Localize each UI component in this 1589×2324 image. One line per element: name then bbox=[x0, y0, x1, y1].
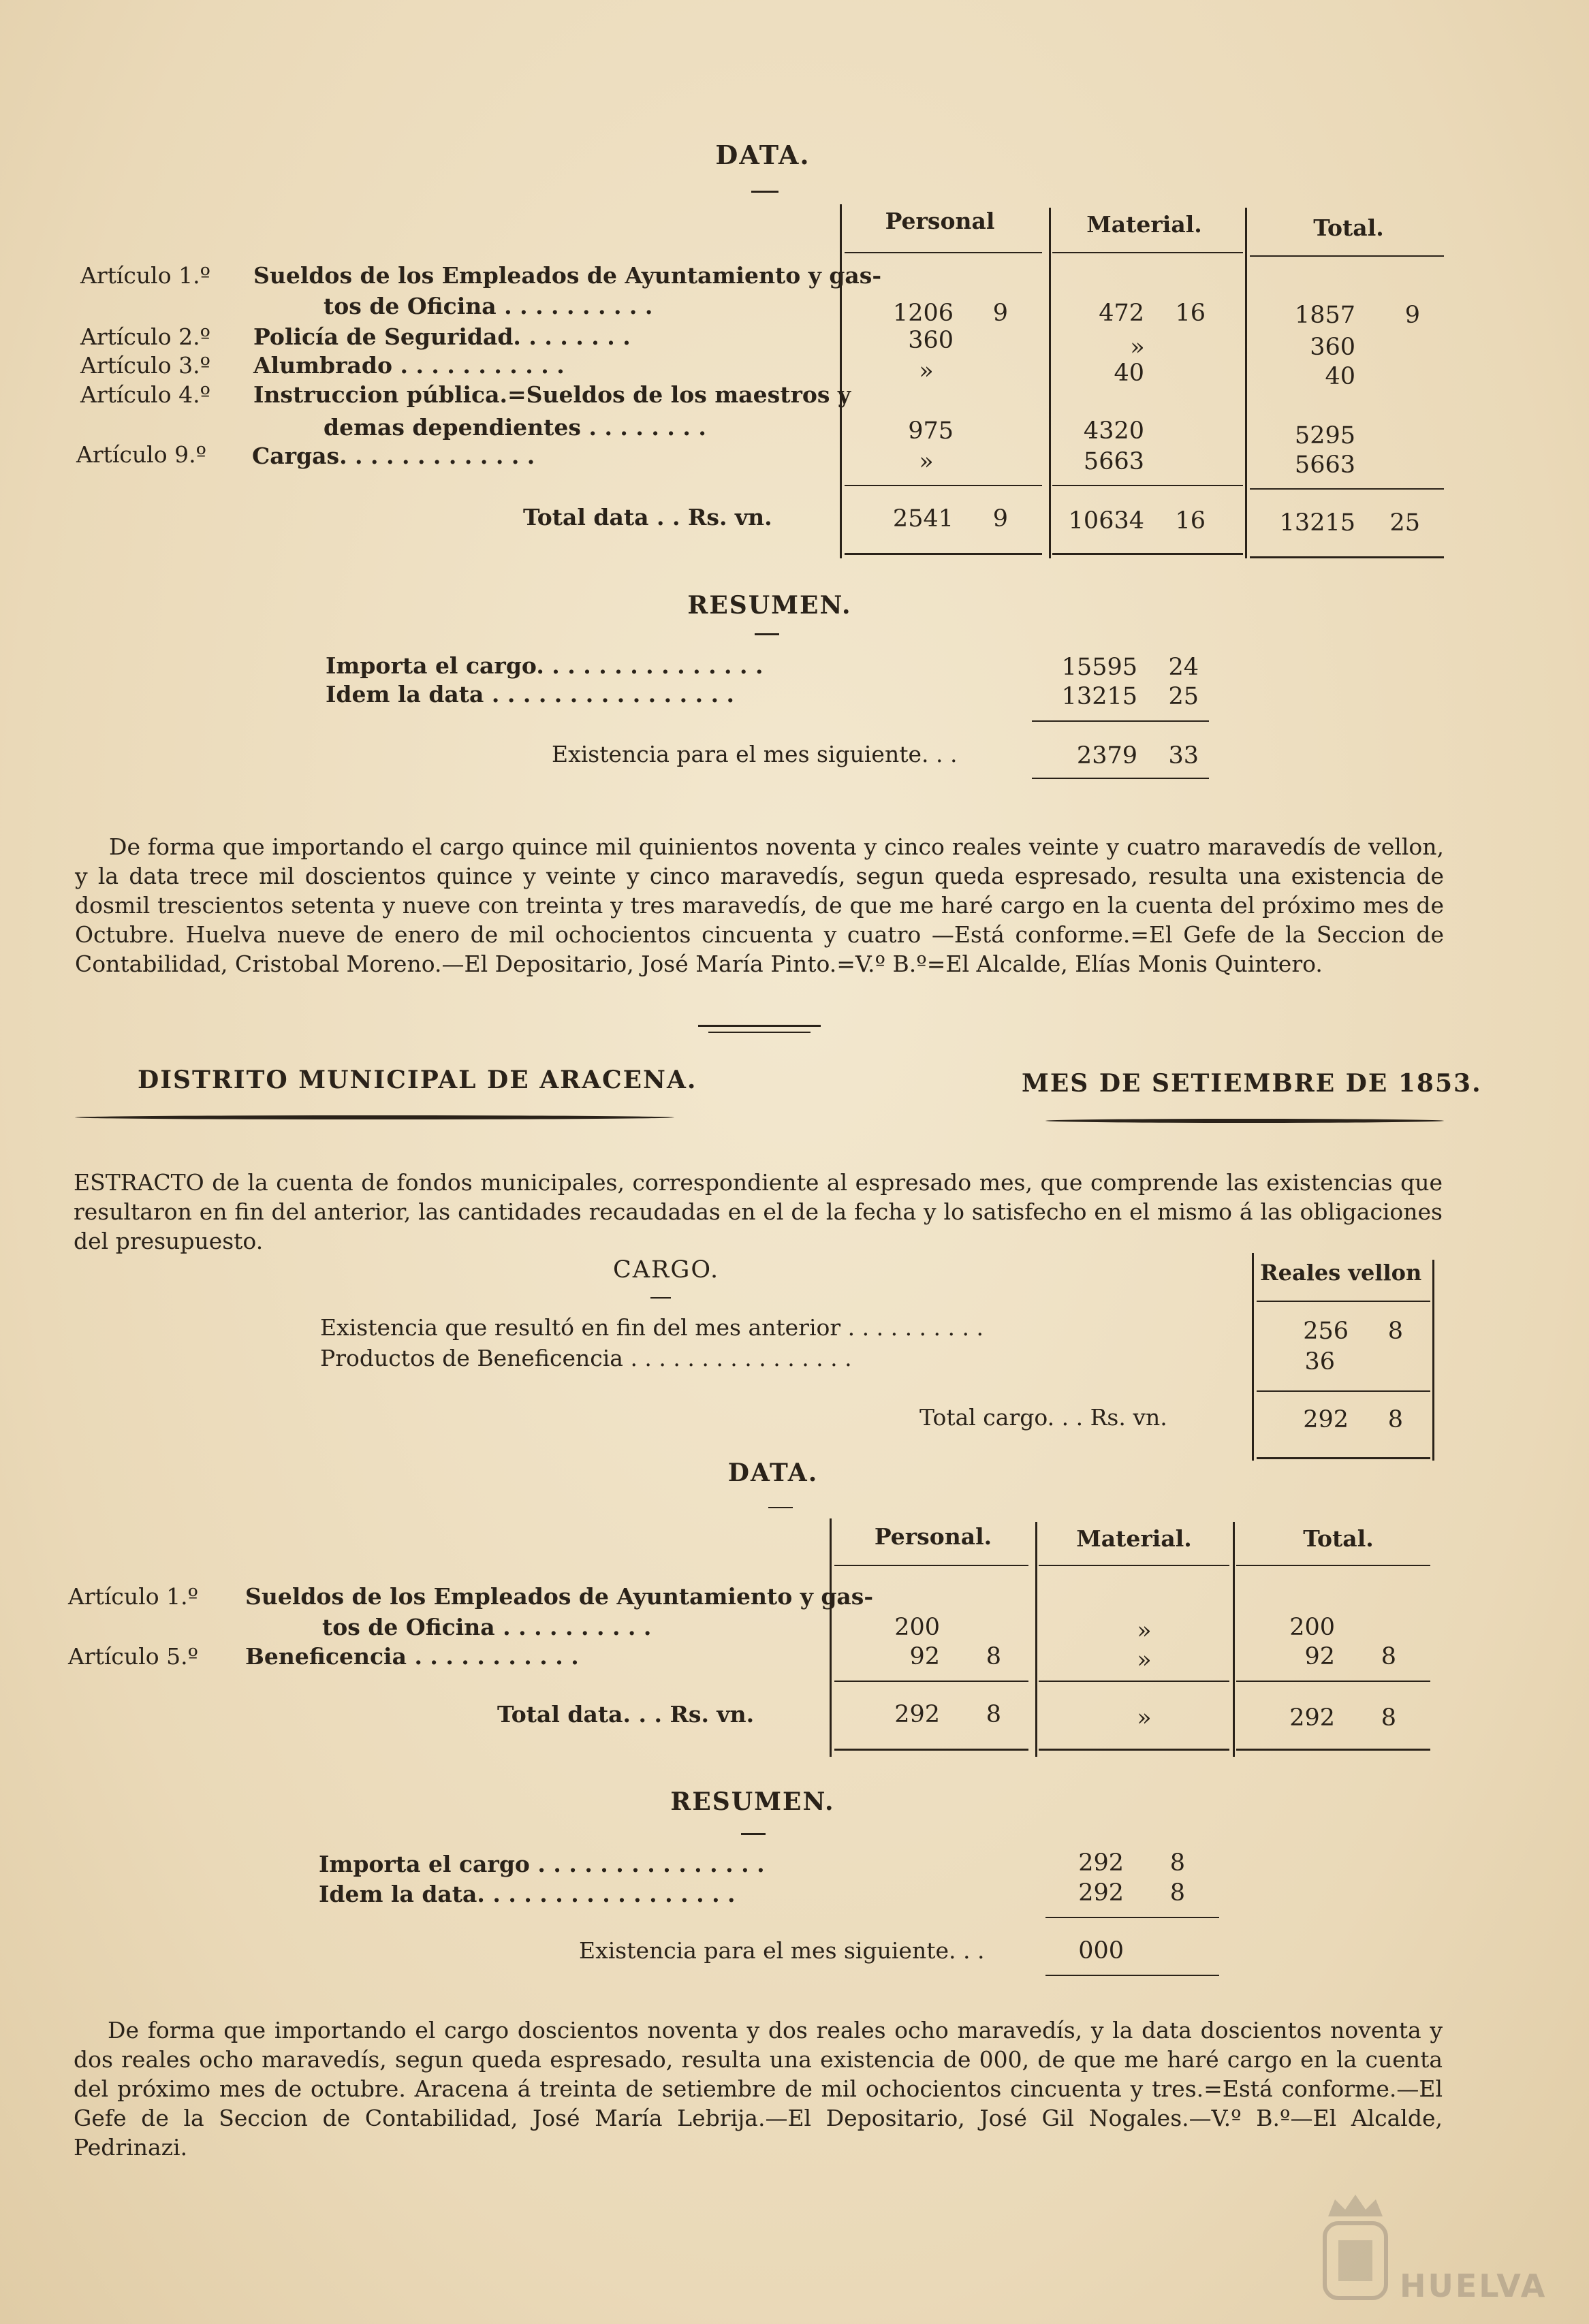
existencia-mrs: 33 bbox=[1168, 742, 1199, 769]
row-desc: Cargas. . . . . . . . . . . . . bbox=[252, 443, 535, 469]
total-data-label: Total data . . Rs. vn. bbox=[523, 504, 772, 530]
personal-value: » bbox=[919, 357, 934, 385]
resumen-data-value: 13215 bbox=[1061, 683, 1137, 710]
total-value: 1857 bbox=[1294, 302, 1355, 329]
row-desc: Sueldos de los Empleados de Ayuntamiento y gas- bbox=[245, 1583, 874, 1610]
data-title-2: DATA. bbox=[727, 1459, 819, 1487]
personal-value: » bbox=[919, 448, 934, 475]
total-value: 200 bbox=[1289, 1614, 1335, 1641]
row-desc: Beneficencia . . . . . . . . . . . bbox=[245, 1643, 579, 1670]
material-value: 472 bbox=[1099, 300, 1144, 327]
total-personal: 2541 bbox=[892, 505, 954, 532]
archive-stamp bbox=[1315, 2189, 1547, 2312]
row-desc: Sueldos de los Empleados de Ayuntamiento y gas- bbox=[253, 262, 882, 289]
personal-value: 360 bbox=[908, 327, 954, 354]
existencia-label: Existencia para el mes siguiente. . . bbox=[579, 1937, 985, 1964]
material-value: 4320 bbox=[1083, 417, 1144, 445]
personal-value: 975 bbox=[908, 417, 954, 445]
article-label: Artículo 3.º bbox=[80, 352, 211, 379]
cargo-row-mrs: 8 bbox=[1387, 1318, 1403, 1345]
article-label: Artículo 9.º bbox=[76, 441, 207, 468]
resumen-title-2: RESUMEN. bbox=[670, 1787, 835, 1816]
total-data-label: Total data. . . Rs. vn. bbox=[497, 1701, 755, 1728]
existencia-label: Existencia para el mes siguiente. . . bbox=[552, 741, 958, 767]
total-mrs: 8 bbox=[1381, 1643, 1396, 1670]
estracto-paragraph: ESTRACTO de la cuenta de fondos municipales, correspondiente al espresado mes, que comprende las existencias que resultaron en fin del anterior, las cantidades recaudadas en el de la fecha y lo satisfecho en el mismo á las obligaciones del presupuesto. bbox=[74, 1169, 1443, 1254]
material-value: » bbox=[1137, 1617, 1152, 1644]
total-value: 92 bbox=[1304, 1643, 1335, 1670]
header-material-2: Material. bbox=[1076, 1525, 1192, 1552]
material-value: » bbox=[1130, 334, 1145, 361]
divider bbox=[751, 191, 778, 193]
resumen-cargo-label: Importa el cargo. . . . . . . . . . . . . . . bbox=[326, 652, 764, 679]
existencia-value: 000 bbox=[1078, 1937, 1124, 1964]
row-desc: tos de Oficina . . . . . . . . . . bbox=[322, 1614, 652, 1640]
personal-value: 200 bbox=[894, 1614, 940, 1641]
cargo-row-label: Productos de Beneficencia . . . . . . . . . . . . . . . . bbox=[320, 1345, 852, 1371]
cargo-total-mrs: 8 bbox=[1387, 1406, 1403, 1433]
closing-paragraph-1: De forma que importando el cargo quince mil quinientos noventa y cinco reales veinte y cuatro maravedís de vellon, y la data trece mil doscientos quince y veinte y cinco maravedís, segun queda espresado, resulta una existencia de dosmil trescientos setenta y nueve con treinta y tres maravedís, de que me haré cargo en la cuenta del próximo mes de Octubre. Huelva nueve de enero de mil ochocientos cincuenta y cuatro —Está conforme.=El Gefe de la Seccion de Contabilidad, Cristobal Moreno.—El Depositario, José María Pinto.=V.º B.º=El Alcalde, Elías Monis Quintero. bbox=[75, 833, 1444, 977]
resumen-data-mrs: 25 bbox=[1168, 683, 1199, 710]
total-value: 5663 bbox=[1294, 451, 1355, 479]
personal-value: 92 bbox=[909, 1643, 940, 1670]
cargo-row-value: 36 bbox=[1304, 1348, 1335, 1375]
total-material: » bbox=[1137, 1704, 1152, 1732]
material-value: 40 bbox=[1114, 360, 1144, 387]
resumen-cargo-mrs: 8 bbox=[1169, 1849, 1185, 1877]
article-label: Artículo 5.º bbox=[68, 1643, 199, 1670]
header-material-1: Material. bbox=[1086, 211, 1202, 238]
row-desc: Policía de Seguridad. . . . . . . . bbox=[253, 323, 631, 350]
resumen-data-mrs: 8 bbox=[1169, 1879, 1185, 1907]
personal-mrs: 9 bbox=[992, 300, 1008, 327]
row-desc: tos de Oficina . . . . . . . . . . bbox=[324, 293, 653, 319]
header-personal-2: Personal. bbox=[874, 1523, 992, 1550]
material-value: 5663 bbox=[1083, 448, 1144, 475]
total-mrs: 9 bbox=[1404, 302, 1420, 329]
resumen-cargo-mrs: 24 bbox=[1168, 654, 1199, 681]
personal-mrs: 8 bbox=[986, 1643, 1001, 1670]
cargo-total-label: Total cargo. . . Rs. vn. bbox=[919, 1404, 1167, 1431]
total-total-mrs: 25 bbox=[1389, 509, 1420, 537]
material-value: » bbox=[1137, 1646, 1152, 1674]
row-desc: demas dependientes . . . . . . . . bbox=[324, 414, 706, 441]
resumen-data-label: Idem la data. . . . . . . . . . . . . . . . . bbox=[319, 1881, 736, 1907]
resumen-title-1: RESUMEN. bbox=[687, 591, 852, 620]
total-material-mrs: 16 bbox=[1175, 507, 1206, 535]
crown-shield-icon bbox=[1315, 2189, 1396, 2305]
resumen-cargo-value: 292 bbox=[1078, 1849, 1124, 1877]
header-total-1: Total. bbox=[1313, 214, 1384, 241]
personal-value: 1206 bbox=[892, 300, 954, 327]
article-label: Artículo 1.º bbox=[68, 1583, 199, 1610]
cargo-header: Reales vellon bbox=[1260, 1260, 1422, 1286]
cargo-row-value: 256 bbox=[1303, 1318, 1349, 1345]
cargo-total-value: 292 bbox=[1303, 1406, 1349, 1433]
total-material: 10634 bbox=[1068, 507, 1144, 535]
resumen-data-value: 292 bbox=[1078, 1879, 1124, 1907]
month-heading: MES DE SETIEMBRE DE 1853. bbox=[1022, 1069, 1482, 1098]
total-value: 360 bbox=[1310, 334, 1355, 361]
stamp-text: HUELVA bbox=[1400, 2267, 1547, 2304]
article-label: Artículo 2.º bbox=[80, 323, 211, 350]
total-value: 40 bbox=[1325, 363, 1355, 390]
material-mrs: 16 bbox=[1175, 300, 1206, 327]
row-desc: Instruccion pública.=Sueldos de los maestros y bbox=[253, 381, 851, 408]
closing-paragraph-2: De forma que importando el cargo doscientos noventa y dos reales ocho maravedís, y la data doscientos noventa y dos reales ocho maravedís, segun queda espresado, resulta una existencia de 000, de que me haré cargo en la cuenta del próximo mes de octubre. Aracena á treinta de setiembre de mil ochocientos cincuenta y tres.=Está conforme.—El Gefe de la Seccion de Contabilidad, José María Lebrija.—El Depositario, José Gil Nogales.—V.º B.º—El Alcalde, Pedrinazi. bbox=[74, 2017, 1443, 2161]
total-personal-mrs: 9 bbox=[992, 505, 1008, 532]
row-desc: Alumbrado . . . . . . . . . . . bbox=[253, 352, 565, 379]
total-total-mrs: 8 bbox=[1381, 1704, 1396, 1732]
resumen-data-label: Idem la data . . . . . . . . . . . . . . . . bbox=[326, 681, 735, 707]
total-personal: 292 bbox=[894, 1701, 940, 1728]
data-title-1: DATA. bbox=[715, 140, 811, 170]
header-total-2: Total. bbox=[1303, 1525, 1374, 1552]
article-label: Artículo 1.º bbox=[80, 262, 211, 289]
existencia-value: 2379 bbox=[1076, 742, 1137, 769]
total-total: 13215 bbox=[1279, 509, 1355, 537]
header-personal-1: Personal bbox=[885, 208, 995, 234]
resumen-cargo-label: Importa el cargo . . . . . . . . . . . . . . . bbox=[319, 1851, 765, 1877]
cargo-title: CARGO. bbox=[613, 1256, 720, 1284]
total-total: 292 bbox=[1289, 1704, 1335, 1732]
resumen-cargo-value: 15595 bbox=[1061, 654, 1137, 681]
district-heading: DISTRITO MUNICIPAL DE ARACENA. bbox=[138, 1066, 697, 1094]
total-value: 5295 bbox=[1294, 422, 1355, 449]
article-label: Artículo 4.º bbox=[80, 381, 211, 408]
cargo-row-label: Existencia que resultó en fin del mes anterior . . . . . . . . . . bbox=[320, 1314, 984, 1341]
total-personal-mrs: 8 bbox=[986, 1701, 1001, 1728]
